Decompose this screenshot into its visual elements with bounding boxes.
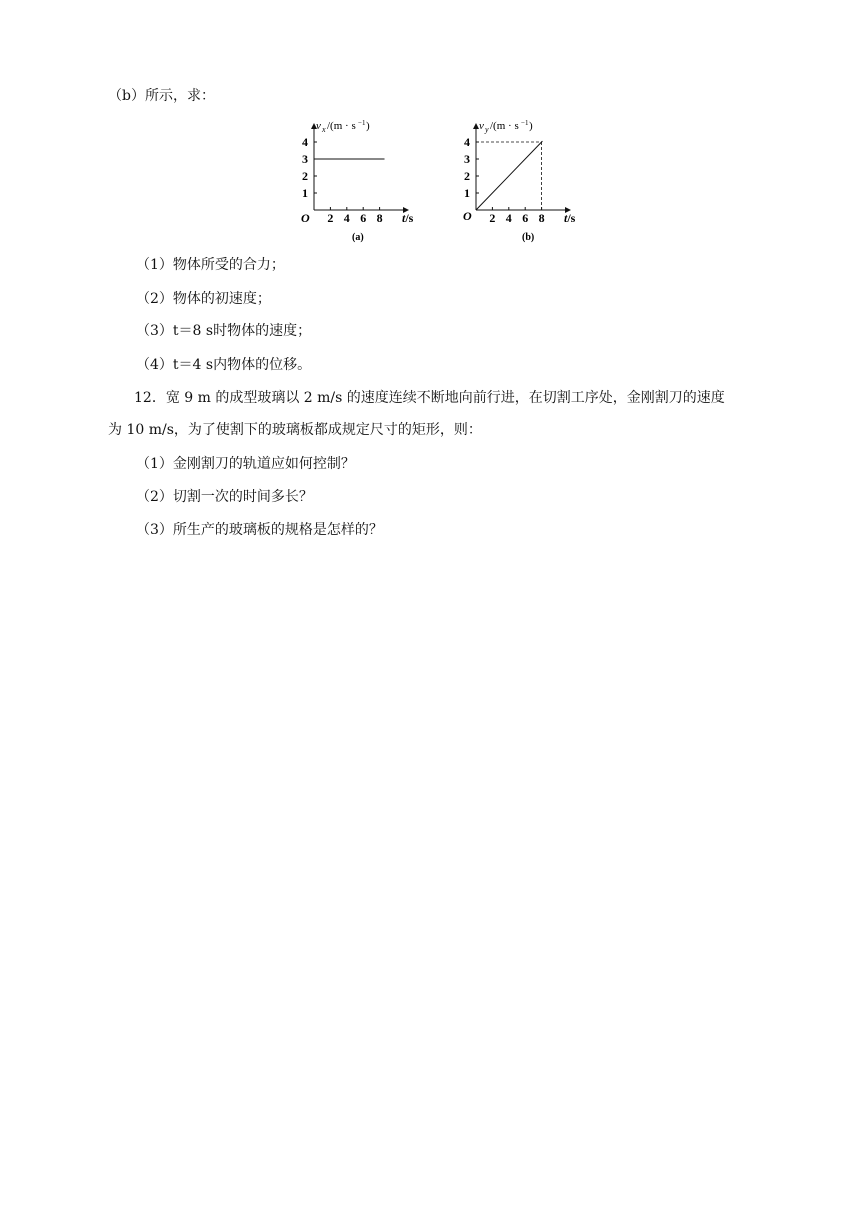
figure-b <box>463 119 576 243</box>
figure-b-x-tick-label: 6 <box>522 211 529 225</box>
figure-b-x-tick-label: 8 <box>538 211 545 225</box>
figure-b-x-tick-label: 4 <box>505 211 512 225</box>
figure-a-x-tick-label: 6 <box>360 211 367 225</box>
figure-b-ylabel-sub: y <box>485 125 489 134</box>
figure-a-y-tick-label: 1 <box>302 186 308 200</box>
figure-a-ylabel-exp: −1 <box>358 119 366 127</box>
figure-b-y-tick-label: 3 <box>464 152 470 166</box>
figure-b-y-tick-label: 1 <box>464 186 470 200</box>
figure-b-x-tick-label: 2 <box>489 211 496 225</box>
figure-a-x-tick-label: 2 <box>327 211 334 225</box>
figure-b-caption: (b) <box>522 232 535 243</box>
figure-a-y-tick-label: 2 <box>302 169 308 183</box>
question-11-item-1: （1）物体所受的合力； <box>136 257 285 273</box>
figure-a <box>301 119 414 243</box>
question-12-line-1: 12．宽 9 m 的成型玻璃以 2 m/s 的速度连续不断地向前行进，在切割工序处，金刚割刀的速度 <box>134 390 725 406</box>
figure-b-ylabel-var: v <box>479 120 484 132</box>
figure-b-ylabel-close: ) <box>529 120 533 132</box>
question-12-line-2: 为 10 m/s，为了使割下的玻璃板都成规定尺寸的矩形，则： <box>108 422 482 438</box>
question-11-item-2: （2）物体的初速度； <box>136 291 271 307</box>
figure-b-xlabel: t/s <box>564 211 576 225</box>
question-11-item-3: （3）t＝8 s时物体的速度； <box>136 323 312 339</box>
intro-text: （b）所示，求： <box>108 88 215 104</box>
question-11-item-4: （4）t＝4 s内物体的位移。 <box>136 357 312 373</box>
question-12-item-2: （2）切割一次的时间多长？ <box>136 489 313 505</box>
figure-b-origin: O <box>463 209 472 223</box>
figure-a-y-tick-label: 3 <box>302 152 308 166</box>
figure-a-x-tick-label: 4 <box>343 211 350 225</box>
figure-b-y-tick-label: 4 <box>464 135 470 149</box>
figure-a-ylabel-sub: x <box>322 125 326 134</box>
figure-a-xlabel: t/s <box>402 211 414 225</box>
figure-b-ylabel-exp: −1 <box>521 119 529 127</box>
figure-b-series-line <box>476 141 542 210</box>
figure-a-ylabel-unit: /(m · s <box>327 120 356 132</box>
figure-a-caption: (a) <box>352 232 364 243</box>
figure-a-origin: O <box>301 211 310 225</box>
question-12-item-1: （1）金刚割刀的轨道应如何控制？ <box>136 456 355 472</box>
figure-a-x-tick-label: 8 <box>376 211 383 225</box>
figure-a-b-svg <box>290 112 600 250</box>
figure-b-ylabel-unit: /(m · s <box>490 120 519 132</box>
figures <box>290 112 600 250</box>
figure-a-ylabel-var: v <box>316 120 321 132</box>
figure-b-y-tick-label: 2 <box>464 169 470 183</box>
figure-a-y-tick-label: 4 <box>302 135 308 149</box>
figure-a-ylabel-close: ) <box>366 120 370 132</box>
question-12-item-3: （3）所生产的玻璃板的规格是怎样的？ <box>136 522 383 538</box>
